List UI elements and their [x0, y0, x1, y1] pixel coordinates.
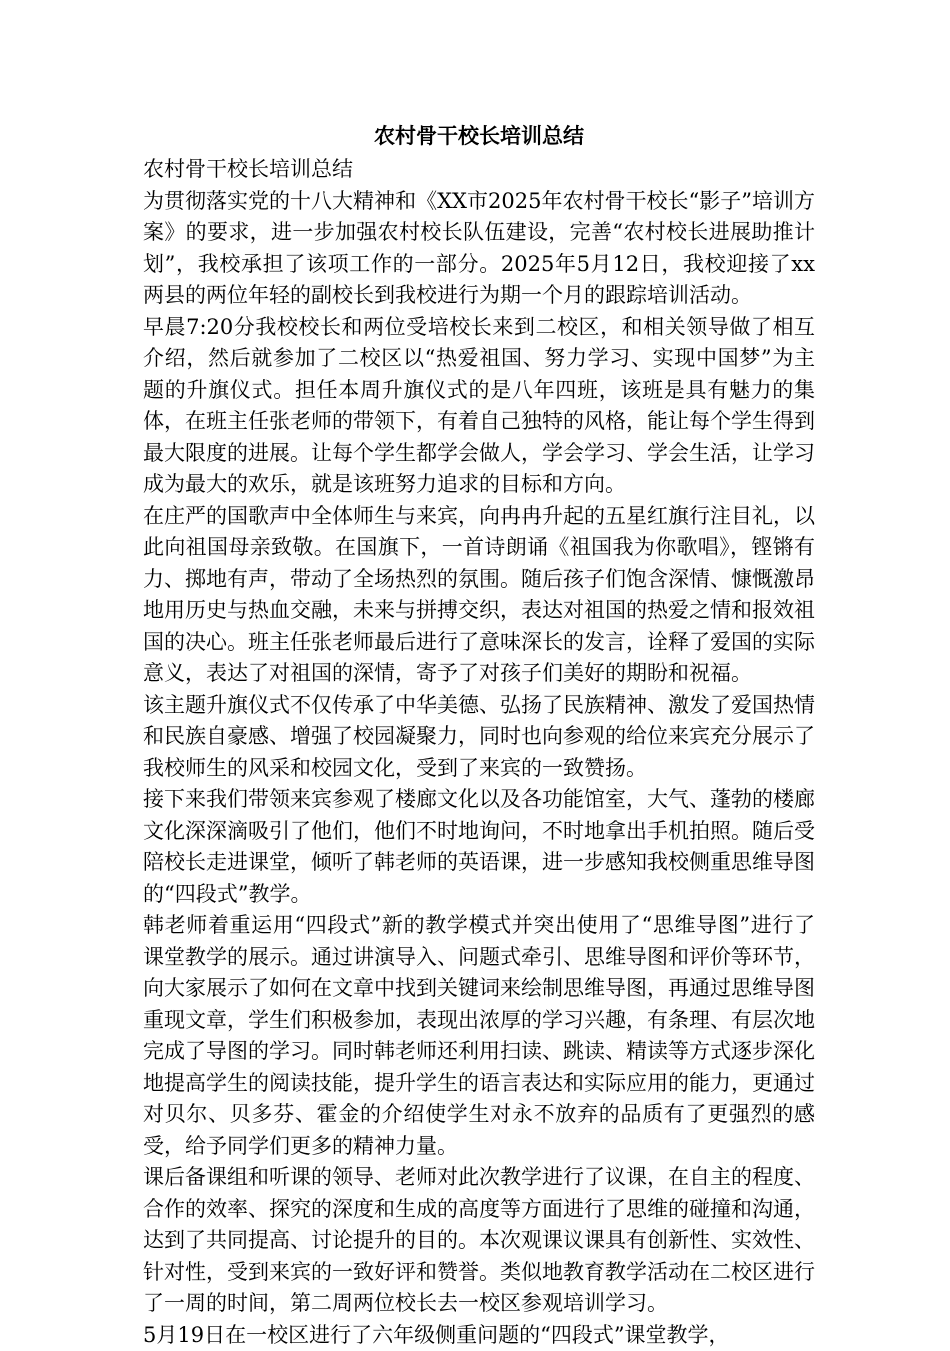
paragraph-lesson-review: 课后备课组和听课的领导、老师对此次教学进行了议课，在自主的程度、合作的效率、探究的深度和生成的高度等方面进行了思维的碰撞和沟通，达到了共同提高、讨论提升的目的。本次观课议课具有创新性、实效性、针对性，受到来宾的一致好评和赞誉。类似地教育教学活动在二校区进行了一周的时间，第二周两位校长去一校区参观培训学习。 — [143, 1162, 815, 1320]
paragraph-campus-tour: 接下来我们带领来宾参观了楼廊文化以及各功能馆室，大气、蓬勃的楼廊文化深深滴吸引了他们，他们不时地询问，不时地拿出手机拍照。随后受陪校长走进课堂，倾听了韩老师的英语课，进一步感知我校侧重思维导图的“四段式”教学。 — [143, 784, 815, 910]
paragraph-english-class: 韩老师着重运用“四段式”新的教学模式并突出使用了“思维导图”进行了课堂教学的展示。通过讲演导入、问题式牵引、思维导图和评价等环节，向大家展示了如何在文章中找到关键词来绘制思维导图，再通过思维导图重现文章，学生们积极参加，表现出浓厚的学习兴趣，有条理、有层次地完成了导图的学习。同时韩老师还利用扫读、跳读、精读等方式逐步深化地提高学生的阅读技能，提升学生的语言表达和实际应用的能力，更通过对贝尔、贝多芬、霍金的介绍使学生对永不放弃的品质有了更强烈的感受，给予同学们更多的精神力量。 — [143, 910, 815, 1162]
document-title: 农村骨干校长培训总结 — [143, 118, 815, 154]
paragraph-anthem: 在庄严的国歌声中全体师生与来宾，向冉冉升起的五星红旗行注目礼，以此向祖国母亲致敬。在国旗下，一首诗朗诵《祖国我为你歌唱》，铿锵有力、掷地有声，带动了全场热烈的氛围。随后孩子们饱含深情、慷慨激昂地用历史与热血交融，未来与拼搏交织，表达对祖国的热爱之情和报效祖国的决心。班主任张老师最后进行了意味深长的发言，诠释了爱国的实际意义，表达了对祖国的深情，寄予了对孩子们美好的期盼和祝福。 — [143, 501, 815, 690]
paragraph-subtitle: 农村骨干校长培训总结 — [143, 154, 815, 186]
paragraph-flag-ceremony: 早晨7:20分我校校长和两位受培校长来到二校区，和相关领导做了相互介绍，然后就参加了二校区以“热爱祖国、努力学习、实现中国梦”为主题的升旗仪式。担任本周升旗仪式的是八年四班，该班是具有魅力的集体，在班主任张老师的带领下，有着自己独特的风格，能让每个学生得到最大限度的进展。让每个学生都学会做人，学会学习、学会生活，让学习成为最大的欢乐，就是该班努力追求的目标和方向。 — [143, 312, 815, 501]
document-body — [143, 118, 815, 1351]
paragraph-intro: 为贯彻落实党的十八大精神和《XX市2025年农村骨干校长“影子”培训方案》的要求，进一步加强农村校长队伍建设，完善“农村校长进展助推计划”，我校承担了该项工作的一部分。2025年5月12日，我校迎接了xx两县的两位年轻的副校长到我校进行为期一个月的跟踪培训活动。 — [143, 186, 815, 312]
paragraph-ceremony-impact: 该主题升旗仪式不仅传承了中华美德、弘扬了民族精神、激发了爱国热情和民族自豪感、增强了校园凝聚力，同时也向参观的给位来宾充分展示了我校师生的风采和校园文化，受到了来宾的一致赞扬。 — [143, 690, 815, 785]
paragraph-may-19: 5月19日在一校区进行了六年级侧重问题的“四段式”课堂教学， — [143, 1320, 815, 1351]
